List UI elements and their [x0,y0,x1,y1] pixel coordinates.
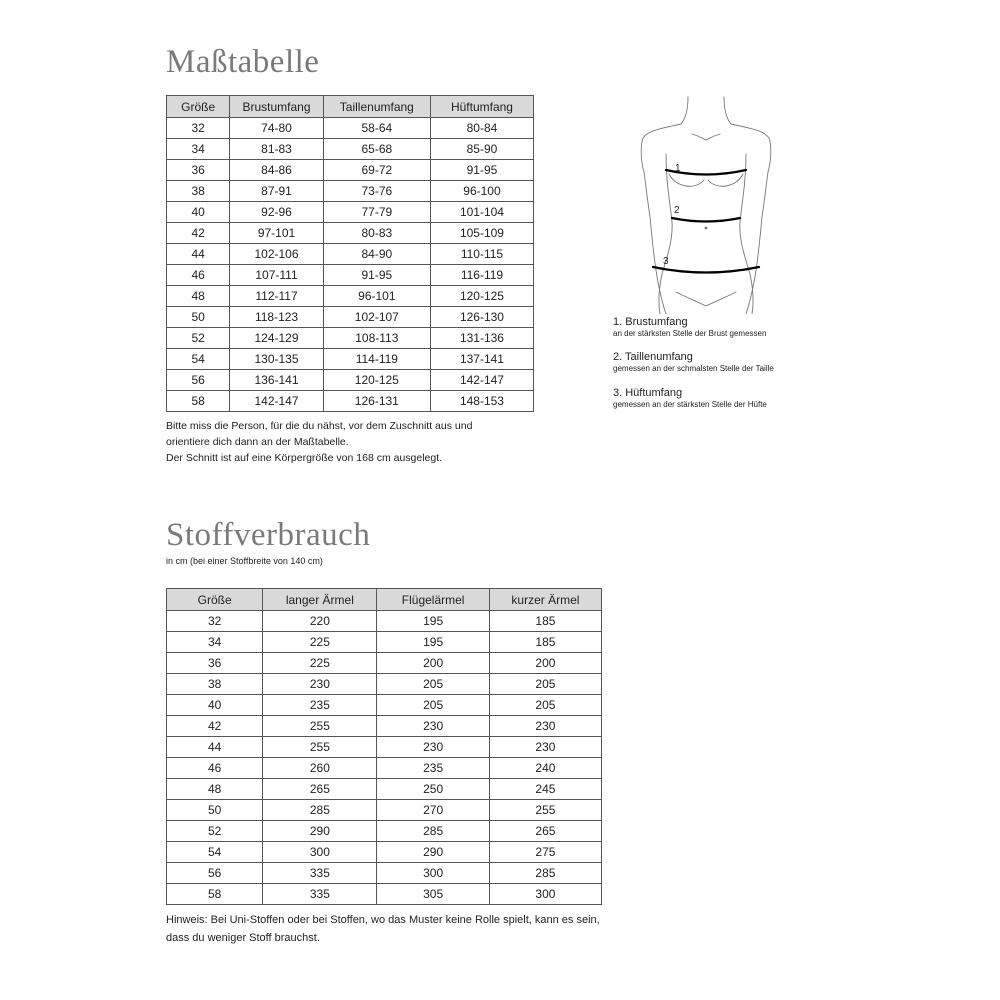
table-cell: 235 [263,695,377,716]
table-cell: 200 [377,653,489,674]
table-row [167,716,602,737]
table-cell: 230 [377,716,489,737]
legend-item-hip [613,387,767,410]
table-row [167,139,534,160]
legend-desc: gemessen an der stärksten Stelle der Hüfte [613,400,767,409]
table-cell: 112-117 [230,286,323,307]
table-cell: 220 [263,611,377,632]
table-cell: 185 [489,632,601,653]
table-cell: 102-106 [230,244,323,265]
column-header: langer Ärmel [263,589,377,611]
marker-3: 3 [663,256,669,267]
table-row [167,884,602,905]
table-cell: 46 [167,758,263,779]
column-header: Brustumfang [230,96,323,118]
legend-item-waist [613,351,774,374]
size-chart-title: Maßtabelle [166,44,320,80]
table-cell: 290 [377,842,489,863]
column-header: kurzer Ärmel [489,589,601,611]
table-cell: 195 [377,632,489,653]
size-chart-table [166,95,534,412]
table-cell: 126-130 [430,307,533,328]
table-cell: 225 [263,632,377,653]
body-measurement-figure [636,92,776,314]
table-row [167,244,534,265]
table-cell: 50 [167,307,230,328]
note-line: dass du weniger Stoff brauchst. [166,932,320,944]
table-cell: 58-64 [323,118,430,139]
table-cell: 185 [489,611,601,632]
table-cell: 44 [167,244,230,265]
table-row [167,632,602,653]
note-line: Der Schnitt ist auf eine Körpergröße von 168 cm ausgelegt. [166,452,443,464]
table-cell: 240 [489,758,601,779]
marker-2: 2 [674,205,680,216]
table-cell: 300 [263,842,377,863]
table-cell: 245 [489,779,601,800]
table-cell: 285 [263,800,377,821]
fabric-note [166,911,706,947]
torso-outline [659,154,672,314]
table-cell: 130-135 [230,349,323,370]
legend-desc: gemessen an der schmalsten Stelle der Taille [613,364,774,373]
table-cell: 102-107 [323,307,430,328]
table-cell: 97-101 [230,223,323,244]
table-cell: 48 [167,779,263,800]
table-cell: 32 [167,118,230,139]
table-cell: 265 [263,779,377,800]
table-cell: 81-83 [230,139,323,160]
table-cell: 34 [167,139,230,160]
table-row [167,265,534,286]
table-cell: 195 [377,611,489,632]
table-row [167,160,534,181]
table-row [167,349,534,370]
table-cell: 56 [167,370,230,391]
table-cell: 200 [489,653,601,674]
marker-1: 1 [675,163,681,174]
table-cell: 114-119 [323,349,430,370]
note-line: Bitte miss die Person, für die du nähst, vor dem Zuschnitt aus und [166,420,473,432]
legend-title: 3. Hüftumfang [613,387,683,399]
table-cell: 108-113 [323,328,430,349]
table-row [167,307,534,328]
table-cell: 36 [167,160,230,181]
table-cell: 101-104 [430,202,533,223]
table-cell: 300 [377,863,489,884]
table-row [167,737,602,758]
collarbone-outline [692,134,720,140]
table-cell: 142-147 [430,370,533,391]
table-row [167,611,602,632]
table-row [167,202,534,223]
note-line: Hinweis: Bei Uni-Stoffen oder bei Stoffen, wo das Muster keine Rolle spielt, kann es sein, [166,914,600,926]
table-cell: 255 [489,800,601,821]
table-cell: 40 [167,695,263,716]
table-cell: 58 [167,884,263,905]
column-header: Taillenumfang [323,96,430,118]
legend-title: 1. Brustumfang [613,316,688,328]
table-cell: 91-95 [323,265,430,286]
table-cell: 48 [167,286,230,307]
table-row [167,674,602,695]
table-row [167,800,602,821]
table-cell: 137-141 [430,349,533,370]
table-cell: 275 [489,842,601,863]
table-row [167,328,534,349]
table-cell: 69-72 [323,160,430,181]
table-cell: 74-80 [230,118,323,139]
legend-item-bust [613,316,766,339]
table-cell: 230 [377,737,489,758]
neck-outline [681,97,731,124]
table-cell: 118-123 [230,307,323,328]
torso-outline [740,154,753,314]
table-cell: 65-68 [323,139,430,160]
table-cell: 73-76 [323,181,430,202]
table-cell: 40 [167,202,230,223]
fabric-title: Stoffverbrauch [166,517,371,553]
table-cell: 34 [167,632,263,653]
table-cell: 270 [377,800,489,821]
column-header: Größe [167,589,263,611]
waist-measurement-line [672,218,740,222]
table-cell: 85-90 [430,139,533,160]
table-cell: 250 [377,779,489,800]
table-cell: 230 [489,716,601,737]
table-row [167,695,602,716]
table-cell: 44 [167,737,263,758]
table-row [167,286,534,307]
table-cell: 300 [489,884,601,905]
table-cell: 205 [489,674,601,695]
table-cell: 92-96 [230,202,323,223]
table-cell: 56 [167,863,263,884]
table-row [167,118,534,139]
table-cell: 80-84 [430,118,533,139]
table-cell: 54 [167,842,263,863]
table-cell: 131-136 [430,328,533,349]
table-row [167,863,602,884]
table-cell: 36 [167,653,263,674]
table-cell: 46 [167,265,230,286]
table-cell: 335 [263,884,377,905]
table-cell: 230 [489,737,601,758]
table-cell: 335 [263,863,377,884]
table-cell: 120-125 [323,370,430,391]
table-row [167,181,534,202]
table-cell: 84-90 [323,244,430,265]
legend-desc: an der stärksten Stelle der Brust gemessen [613,329,767,338]
hip-measurement-line [653,267,759,273]
table-cell: 96-101 [323,286,430,307]
column-header: Hüftumfang [430,96,533,118]
table-cell: 225 [263,653,377,674]
table-cell: 205 [377,695,489,716]
table-cell: 96-100 [430,181,533,202]
table-cell: 205 [377,674,489,695]
table-row [167,223,534,244]
table-cell: 285 [489,863,601,884]
table-cell: 255 [263,716,377,737]
bust-outline [669,174,743,186]
table-header-row [167,96,534,118]
size-chart-note [166,418,526,466]
legend-title: 2. Taillenumfang [613,351,693,363]
table-cell: 42 [167,716,263,737]
table-cell: 205 [489,695,601,716]
table-cell: 107-111 [230,265,323,286]
table-row [167,821,602,842]
navel-dot [705,227,707,229]
table-cell: 260 [263,758,377,779]
table-cell: 32 [167,611,263,632]
table-cell: 52 [167,328,230,349]
table-cell: 126-131 [323,391,430,412]
table-cell: 116-119 [430,265,533,286]
table-cell: 54 [167,349,230,370]
note-line: orientiere dich dann an der Maßtabelle. [166,436,349,448]
table-cell: 136-141 [230,370,323,391]
table-cell: 87-91 [230,181,323,202]
table-cell: 290 [263,821,377,842]
table-header-row [167,589,602,611]
table-cell: 110-115 [430,244,533,265]
table-cell: 142-147 [230,391,323,412]
table-cell: 148-153 [430,391,533,412]
table-row [167,391,534,412]
table-cell: 120-125 [430,286,533,307]
table-cell: 38 [167,181,230,202]
fabric-subtitle: in cm (bei einer Stoffbreite von 140 cm) [166,556,323,566]
column-header: Größe [167,96,230,118]
table-row [167,370,534,391]
table-row [167,779,602,800]
table-cell: 80-83 [323,223,430,244]
table-cell: 230 [263,674,377,695]
fabric-table [166,588,602,905]
table-cell: 77-79 [323,202,430,223]
table-cell: 305 [377,884,489,905]
table-row [167,842,602,863]
table-cell: 38 [167,674,263,695]
table-cell: 124-129 [230,328,323,349]
table-cell: 105-109 [430,223,533,244]
table-row [167,653,602,674]
table-cell: 84-86 [230,160,323,181]
table-cell: 91-95 [430,160,533,181]
table-cell: 265 [489,821,601,842]
table-cell: 285 [377,821,489,842]
table-cell: 50 [167,800,263,821]
table-cell: 235 [377,758,489,779]
leg-crease [676,292,736,306]
table-cell: 42 [167,223,230,244]
table-cell: 52 [167,821,263,842]
table-cell: 58 [167,391,230,412]
table-row [167,758,602,779]
column-header: Flügelärmel [377,589,489,611]
table-cell: 255 [263,737,377,758]
